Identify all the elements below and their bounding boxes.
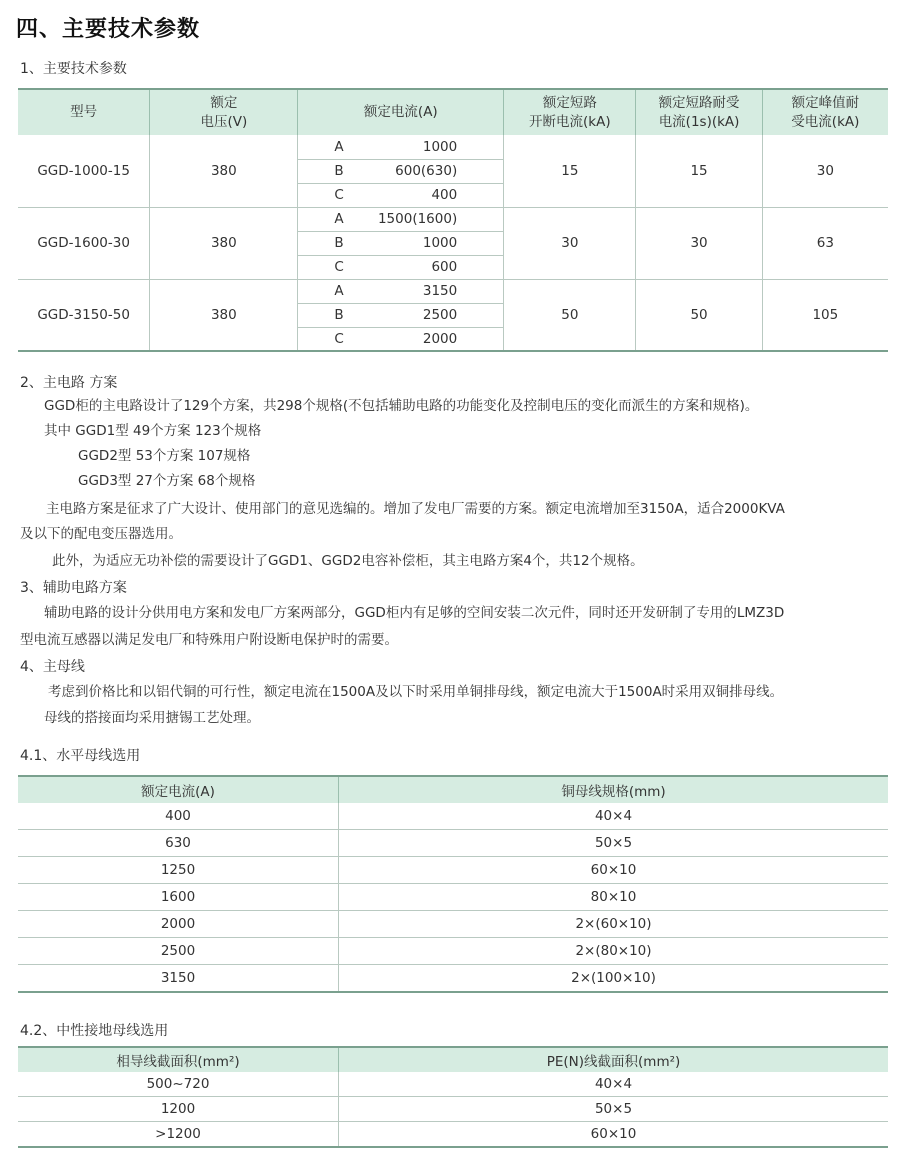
- rated-current-cell: 2000: [18, 911, 339, 938]
- model-cell: GGD-1600-30: [18, 207, 150, 279]
- voltage-cell: 380: [150, 279, 298, 351]
- table-row: [18, 1097, 888, 1122]
- section-3-heading: 3、辅助电路方案: [20, 580, 127, 596]
- section-2-heading: 2、主电路 方案: [20, 375, 118, 391]
- withstand-current-cell: 15: [636, 135, 762, 207]
- current-value: 600: [431, 259, 458, 275]
- header-rated-current: 额定电流(A): [298, 89, 504, 135]
- header-pe-conductor-area: PE(N)线截面积(mm²): [339, 1047, 889, 1072]
- sub-label: C: [334, 187, 344, 203]
- rated-current-cell: [298, 327, 504, 351]
- table-row: [18, 965, 888, 993]
- technical-parameters-table: [18, 88, 888, 352]
- table-row: [18, 830, 888, 857]
- phase-area-cell: 1200: [18, 1097, 339, 1122]
- peak-current-cell: 30: [762, 135, 888, 207]
- rated-current-cell: [298, 255, 504, 279]
- header-withstand-current: 额定短路耐受 电流(1s)(kA): [636, 89, 762, 135]
- peak-current-cell: 63: [762, 207, 888, 279]
- rated-current-cell: 630: [18, 830, 339, 857]
- current-value: 600(630): [395, 163, 458, 179]
- sub-label: A: [334, 211, 344, 227]
- busbar-spec-cell: 2×(60×10): [339, 911, 889, 938]
- header-copper-busbar-spec: 铜母线规格(mm): [339, 776, 889, 803]
- section-3-line-1: 辅助电路的设计分供用电方案和发电厂方案两部分，GGD柜内有足够的空间安装二次元件，同时还开发研制了专用的LMZ3D: [44, 605, 785, 621]
- rated-current-cell: 1600: [18, 884, 339, 911]
- sub-label: A: [334, 283, 344, 299]
- table-row: [18, 884, 888, 911]
- breaking-current-cell: 50: [504, 279, 636, 351]
- current-value: 2500: [422, 307, 458, 323]
- section-2-line-4: GGD3型 27个方案 68个规格: [78, 473, 256, 489]
- current-value: 1000: [422, 138, 458, 155]
- section-4-line-1: 考虑到价格比和以铝代铜的可行性，额定电流在1500A及以下时采用单铜排母线，额定电流大于1500A时采用双铜排母线。: [48, 684, 784, 700]
- breaking-current-cell: 15: [504, 135, 636, 207]
- pe-area-cell: 40×4: [339, 1072, 889, 1097]
- section-2-line-7: 此外，为适应无功补偿的需要设计了GGD1、GGD2电容补偿柜，其主电路方案4个，共12个规格。: [52, 553, 644, 569]
- section-3-line-2: 型电流互感器以满足发电厂和特殊用户附设断电保护时的需要。: [20, 632, 398, 648]
- section-2-line-6: 及以下的配电变压器选用。: [20, 526, 182, 542]
- sub-label: A: [334, 138, 344, 155]
- sub-label: B: [334, 235, 344, 251]
- rated-current-cell: [298, 303, 504, 327]
- current-value: 2000: [422, 330, 458, 347]
- table-row: [18, 135, 888, 159]
- rated-current-cell: [298, 183, 504, 207]
- section-2-line-3: GGD2型 53个方案 107规格: [78, 448, 251, 464]
- breaking-current-cell: 30: [504, 207, 636, 279]
- busbar-spec-cell: 50×5: [339, 830, 889, 857]
- busbar-spec-cell: 40×4: [339, 803, 889, 830]
- rated-current-cell: [298, 279, 504, 303]
- header-voltage: 额定 电压(V): [150, 89, 298, 135]
- rated-current-cell: [298, 207, 504, 231]
- rated-current-cell: 400: [18, 803, 339, 830]
- table-row: [18, 857, 888, 884]
- pe-area-cell: 50×5: [339, 1097, 889, 1122]
- busbar-spec-cell: 60×10: [339, 857, 889, 884]
- pe-area-cell: 60×10: [339, 1122, 889, 1148]
- model-cell: GGD-3150-50: [18, 279, 150, 351]
- busbar-spec-cell: 2×(80×10): [339, 938, 889, 965]
- header-breaking-current: 额定短路 开断电流(kA): [504, 89, 636, 135]
- table-row: [18, 279, 888, 303]
- voltage-cell: 380: [150, 207, 298, 279]
- rated-current-cell: [298, 231, 504, 255]
- section-1-heading: 1、主要技术参数: [20, 61, 127, 77]
- neutral-ground-busbar-table: [18, 1046, 888, 1148]
- section-2-line-2: 其中 GGD1型 49个方案 123个规格: [44, 423, 262, 439]
- sub-label: B: [334, 307, 344, 323]
- rated-current-cell: 2500: [18, 938, 339, 965]
- busbar-spec-cell: 2×(100×10): [339, 965, 889, 993]
- voltage-cell: 380: [150, 135, 298, 207]
- table-row: [18, 207, 888, 231]
- section-4-heading: 4、主母线: [20, 659, 85, 675]
- table-row: [18, 803, 888, 830]
- section-4-2-heading: 4.2、中性接地母线选用: [20, 1023, 169, 1039]
- phase-area-cell: 500~720: [18, 1072, 339, 1097]
- withstand-current-cell: 50: [636, 279, 762, 351]
- header-rated-current: 额定电流(A): [18, 776, 339, 803]
- section-4-1-heading: 4.1、水平母线选用: [20, 748, 141, 764]
- current-value: 3150: [422, 283, 458, 299]
- header-model: 型号: [18, 89, 150, 135]
- withstand-current-cell: 30: [636, 207, 762, 279]
- model-cell: GGD-1000-15: [18, 135, 150, 207]
- phase-area-cell: >1200: [18, 1122, 339, 1148]
- rated-current-cell: [298, 135, 504, 159]
- table-row: [18, 938, 888, 965]
- current-value: 400: [431, 187, 458, 203]
- rated-current-cell: [298, 159, 504, 183]
- table-row: [18, 911, 888, 938]
- rated-current-cell: 1250: [18, 857, 339, 884]
- current-value: 1500(1600): [377, 211, 458, 227]
- table-row: [18, 1072, 888, 1097]
- sub-label: C: [334, 259, 344, 275]
- section-2-line-1: GGD柜的主电路设计了129个方案，共298个规格(不包括辅助电路的功能变化及控制电压的变化而派生的方案和规格)。: [44, 398, 759, 414]
- sub-label: C: [334, 330, 344, 347]
- page-title: 四、主要技术参数: [16, 17, 201, 42]
- table-row: [18, 1122, 888, 1148]
- header-peak-current: 额定峰值耐 受电流(kA): [762, 89, 888, 135]
- header-phase-conductor-area: 相导线截面积(mm²): [18, 1047, 339, 1072]
- peak-current-cell: 105: [762, 279, 888, 351]
- horizontal-busbar-table: [18, 775, 888, 993]
- rated-current-cell: 3150: [18, 965, 339, 993]
- section-4-line-2: 母线的搭接面均采用搪锡工艺处理。: [44, 710, 260, 726]
- busbar-spec-cell: 80×10: [339, 884, 889, 911]
- sub-label: B: [334, 163, 344, 179]
- current-value: 1000: [422, 235, 458, 251]
- section-2-line-5: 主电路方案是征求了广大设计、使用部门的意见选编的。增加了发电厂需要的方案。额定电流增加至3150A，适合2000KVA: [46, 501, 785, 517]
